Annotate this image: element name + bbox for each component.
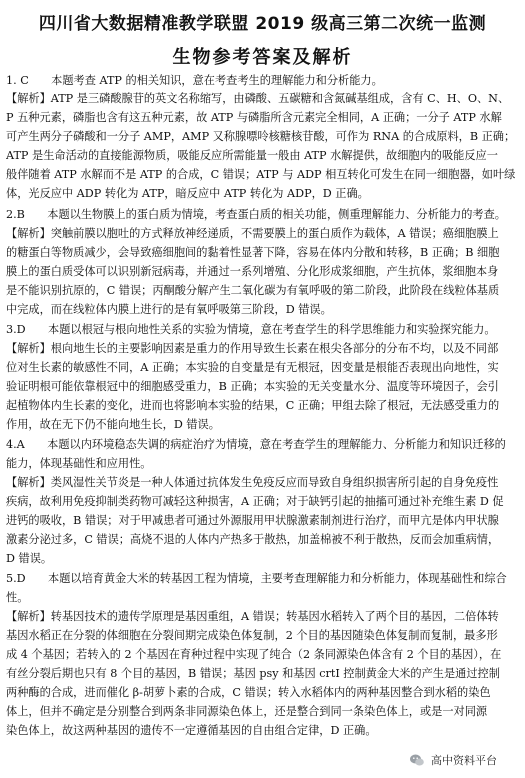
answer-subtitle: 生物参考答案及解析 [172, 47, 353, 68]
text-line: 性。 [6, 591, 29, 604]
text-line: 2.B 本题以生物膜上的蛋白质为情境，考查蛋白质的相关功能，侧重理解能力、分析能力的考查。 [6, 208, 506, 221]
text-line: 两种酶的合成，进而催化 β-胡萝卜素的合成，C 错误；转入水稻体内的两种基因整合到水稻的染色 [6, 686, 491, 699]
text-line: 有丝分裂后期也只有 8 个目的基因，B 错误；基因 psy 和基因 crtI 控制黄金大米的产生是通过控制 [6, 667, 500, 680]
text-line: 激素分泌过多，C 错误；高烧不退的人体内产热多于散热，加盖棉被不利于散热，反而会加重病情， [6, 533, 500, 546]
text-line: 能力，体现基础性和应用性。 [6, 457, 152, 470]
text-line: 验证明根可能依靠根冠中的细胞感受重力，B 正确；本实验的无关变量水分、温度等环境因子，会引 [6, 380, 499, 393]
text-line: 染色体上，故这两种基因的遗传不一定遵循基因的自由组合定律，D 正确。 [6, 724, 377, 737]
text-line: 作用，故在无下仍不能向地生长，D 错误。 [6, 418, 220, 431]
text-line: ATP 是生命活动的直接能源物质，吸能反应所需能量一般由 ATP 水解提供，故细胞内的吸能反应一 [6, 149, 498, 162]
text-line: 体上，但并不确定是分别整合到两条非同源染色体上，还是整合到同一条染色体上，或是一对同源 [6, 705, 488, 718]
text-line: 中完成，而在线粒体内膜上进行的是有氧呼吸第三阶段，D 错误。 [6, 303, 332, 316]
text-line: 可产生两分子磷酸和一分子 AMP，AMP 又称腺嘌呤核糖核苷酸，可作为 RNA 的合成原料，B 正确； [6, 130, 516, 143]
text-line: 疾病，故利用免疫抑制类药物可减轻这种损害，A 正确；对于缺钙引起的抽搐可通过补充维生素 D 促 [6, 495, 504, 508]
text-line: 是不能识别抗原的，C 错误；丙酮酸分解产生二氧化碳为有氧呼吸的第二阶段，此阶段在线粒体基质 [6, 284, 500, 297]
text-line: 5.D 本题以培育黄金大米的转基因工程为情境，主要考查理解能力和分析能力，体现基础性和综合 [6, 572, 507, 585]
text-line: 起植物体内生长素的变化，进而也将影响本实验的结果，C 正确；甲组去除了根冠，无法感受重力的 [6, 399, 500, 412]
text-line: P 五种元素，磷脂也含有这五种元素，故 ATP 与磷脂所含元素完全相同，A 正确；一分子 ATP 水解 [6, 111, 502, 124]
text-line: 【解析】根向地生长的主要影响因素是重力的作用导致生长素在根尖各部分的分布不均，以及不同部 [6, 342, 499, 355]
watermark-badge [403, 748, 519, 772]
text-line: 4.A 本题以内环境稳态失调的病症治疗为情境，意在考查学生的理解能力、分析能力和知识迁移的 [6, 438, 506, 451]
wechat-icon [409, 752, 425, 768]
text-line: 【解析】ATP 是三磷酸腺苷的英文名称缩写，由磷酸、五碳糖和含氮碱基组成，含有 C、H、O、N、 [6, 92, 510, 105]
text-line: 3.D 本题以根冠与根向地性关系的实验为情境，意在考查学生的科学思维能力和实验探究能力。 [6, 323, 496, 336]
text-line: 成 4 个基因；若转入的 2 个基因在育种过程中实现了纯合（2 条同源染色体含有 2 个目的基因），在 [6, 648, 502, 661]
text-line: 般伴随着 ATP 水解而不是 ATP 的合成，C 错误；ATP 与 ADP 相互转化可发生在同一细胞器，如叶绿 [6, 168, 516, 181]
text-line: 体，光反应中 ADP 转化为 ATP，暗反应中 ATP 转化为 ADP，D 正确。 [6, 187, 369, 200]
text-line: 位对生长素的敏感性不同，A 正确；本实验的自变量是有无根冠，因变量是根能否表现出向地性，实 [6, 361, 499, 374]
text-line: 1. C 本题考查 ATP 的相关知识，意在考查考生的理解能力和分析能力。 [6, 74, 383, 87]
text-line: 膜上的蛋白质受体可以识别新冠病毒，并通过一系列增殖、分化形成浆细胞，产生抗体，浆细胞本身 [6, 265, 499, 278]
text-line: D 错误。 [6, 552, 53, 565]
watermark-label: 高中资料平台 [431, 754, 497, 767]
text-line: 【解析】突触前膜以胞吐的方式释放神经递质，不需要膜上的蛋白质作为载体，A 错误；癌细胞膜上 [6, 227, 499, 240]
text-line: 进钙的吸收，B 错误；对于甲减患者可通过外源服用甲状腺激素制剂进行治疗，而甲亢是体内甲状腺 [6, 514, 499, 527]
exam-title: 四川省大数据精准教学联盟 2019 级高三第二次统一监测 [38, 14, 487, 34]
text-line: 【解析】类风湿性关节炎是一种人体通过抗体发生免疫反应而导致自身组织损害所引起的自身免疫性 [6, 476, 499, 489]
text-line: 基因水稻正在分裂的体细胞在分裂间期完成染色体复制，2 个目的基因随染色体复制而复制，最多形 [6, 629, 498, 642]
text-line: 【解析】转基因技术的遗传学原理是基因重组，A 错误；转基因水稻转入了两个目的基因，二倍体转 [6, 610, 499, 623]
text-line: 的糖蛋白等物质减少，会导致癌细胞间的黏着性显著下降，容易在体内分散和转移，B 正确；B 细胞 [6, 246, 500, 259]
